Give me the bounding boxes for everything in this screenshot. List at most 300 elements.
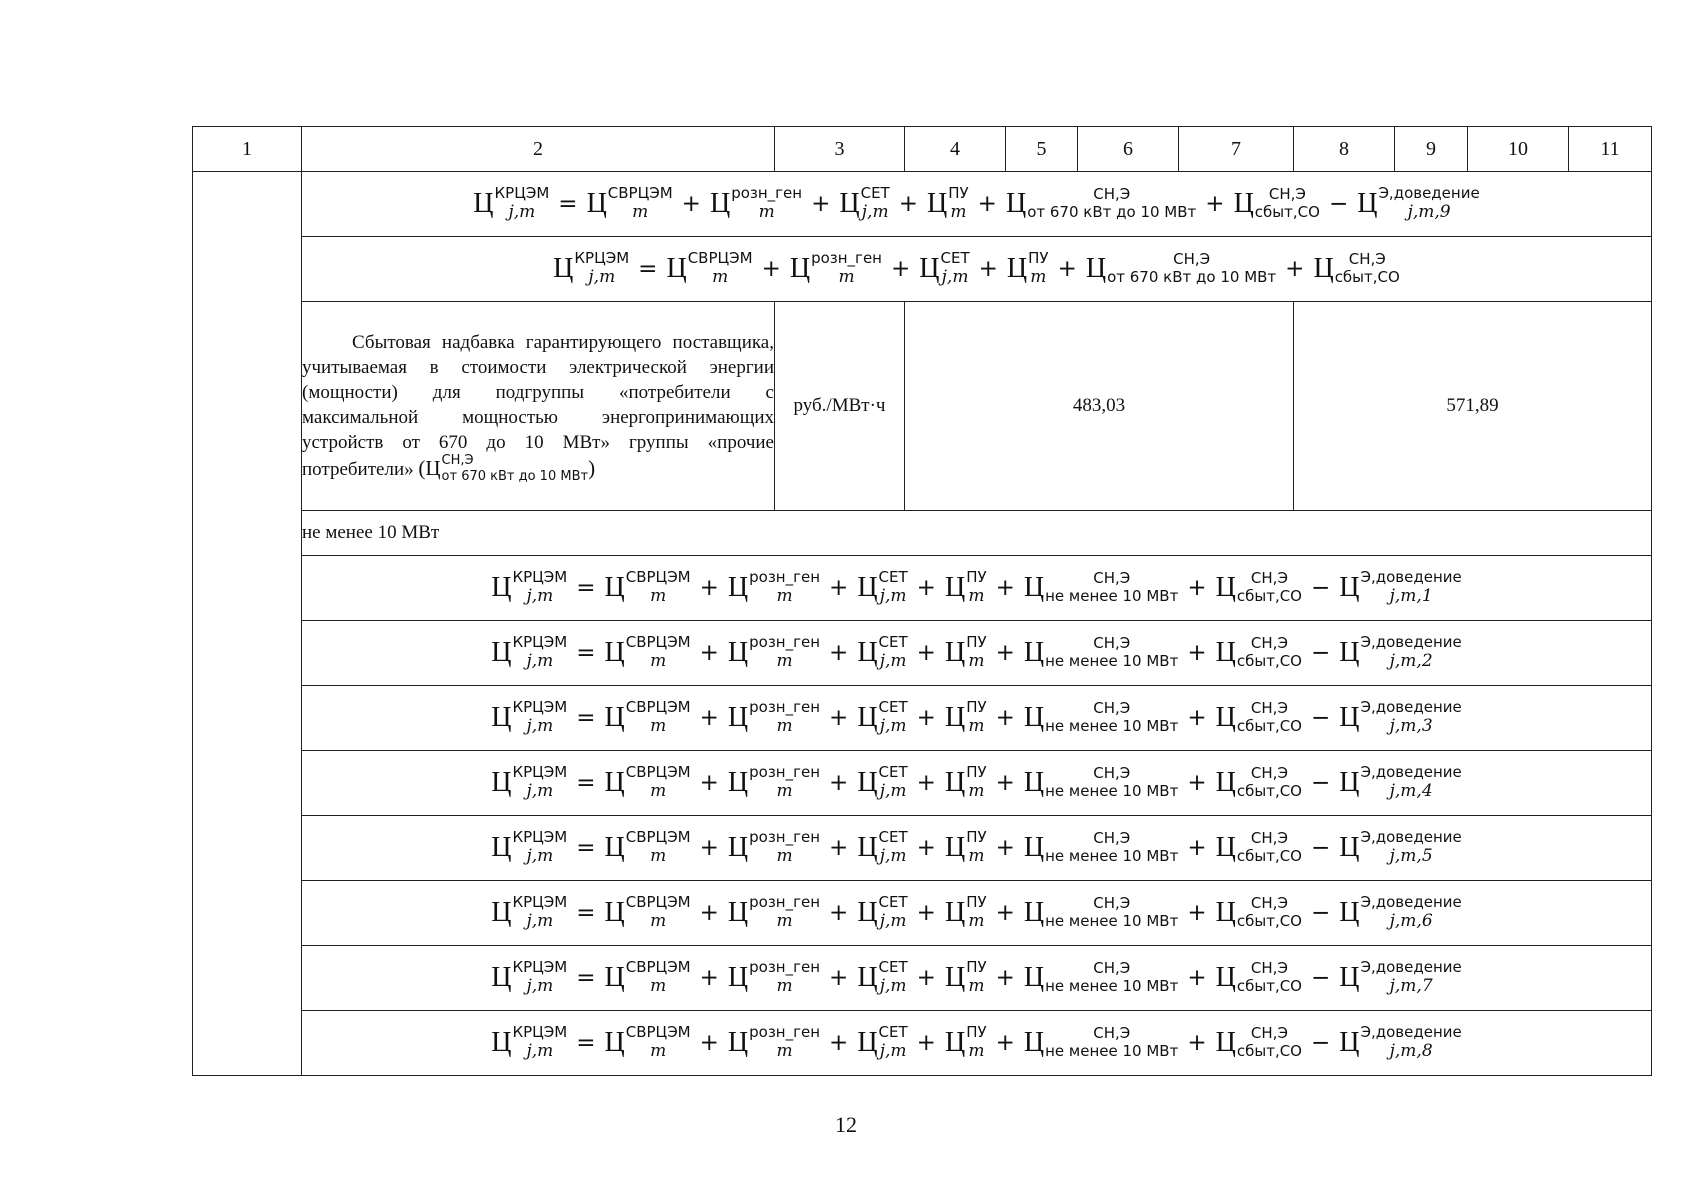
- formula-operator: +: [978, 255, 998, 282]
- formula-operator: −: [1311, 1029, 1331, 1056]
- term-subscript: m: [950, 201, 967, 222]
- term-base: Ц: [1339, 767, 1360, 798]
- term-scripts: [1360, 828, 1462, 866]
- formula-operator: +: [995, 899, 1015, 926]
- formula-term: [1023, 894, 1179, 930]
- term-superscript: ПУ: [1028, 249, 1049, 268]
- formula-term: [491, 1023, 568, 1061]
- term-base: Ц: [604, 897, 625, 928]
- term-subscript: m: [776, 845, 793, 866]
- term-base: Ц: [727, 897, 749, 928]
- term-superscript: Э,доведение: [1360, 828, 1462, 847]
- formula-term: [857, 568, 908, 606]
- term-scripts: [1027, 185, 1197, 221]
- term-scripts: [731, 184, 803, 222]
- formula-operator: +: [699, 639, 719, 666]
- formula-term: [727, 763, 821, 801]
- formula-operator: −: [1311, 769, 1331, 796]
- term-superscript: Э,доведение: [1360, 1023, 1462, 1042]
- formula-term: [727, 568, 821, 606]
- term-subscript: j,m,3: [1389, 715, 1433, 736]
- formula-operator: +: [995, 704, 1015, 731]
- term-base: Ц: [1339, 832, 1360, 863]
- formula-cell: [302, 556, 1652, 621]
- term-subscript: сбыт,СО: [1236, 912, 1302, 930]
- formula-cell: [302, 172, 1652, 237]
- term-scripts: [749, 698, 821, 736]
- formula-row: [193, 686, 1652, 751]
- formula-operator: +: [699, 704, 719, 731]
- formula-b: [491, 568, 1462, 606]
- term-scripts: [749, 568, 821, 606]
- term-base: Ц: [1023, 572, 1045, 603]
- formula-operator: +: [811, 190, 831, 217]
- term-superscript: КРЦЭМ: [512, 763, 568, 782]
- term-base: Ц: [709, 188, 731, 219]
- formula-term: [1215, 829, 1302, 865]
- term-subscript: j,m: [861, 201, 889, 222]
- term-scripts: [1236, 1024, 1302, 1060]
- formula-term: [944, 1023, 987, 1061]
- term-superscript: ПУ: [966, 568, 987, 587]
- term-subscript: сбыт,СО: [1236, 1042, 1302, 1060]
- formula-operator: +: [829, 899, 849, 926]
- term-subscript: j,m: [879, 585, 907, 606]
- header-cell: 6: [1078, 127, 1179, 172]
- term-superscript: СН,Э: [1250, 569, 1288, 588]
- term-scripts: [966, 698, 987, 736]
- formula-operator: −: [1328, 190, 1349, 217]
- formula-term: [553, 249, 630, 287]
- term-superscript: Э,доведение: [1360, 633, 1462, 652]
- formula-operator: +: [995, 834, 1015, 861]
- term-subscript: j,m: [526, 585, 554, 606]
- term-superscript: СН,Э: [1093, 699, 1131, 718]
- term-superscript: СН,Э: [1250, 699, 1288, 718]
- term-subscript: m: [968, 910, 985, 931]
- term-base: Ц: [919, 253, 940, 284]
- term-superscript: Э,доведение: [1360, 958, 1462, 977]
- formula-row: [193, 751, 1652, 816]
- term-base: Ц: [944, 702, 966, 733]
- term-subscript: m: [1030, 266, 1047, 287]
- value-cell: 483,03: [905, 302, 1294, 511]
- term-subscript: j,m,6: [1389, 910, 1433, 931]
- formula-operator: +: [829, 769, 849, 796]
- term-base: Ц: [604, 962, 625, 993]
- term-superscript: СЕТ: [878, 828, 908, 847]
- term-scripts: [878, 568, 908, 606]
- formula-operator: +: [1187, 639, 1207, 666]
- term-subscript: j,m: [526, 975, 554, 996]
- term-subscript: m: [776, 650, 793, 671]
- formula-term: [857, 1023, 908, 1061]
- formula-cell: [302, 881, 1652, 946]
- term-superscript: СН,Э: [1093, 634, 1131, 653]
- term-subscript: не менее 10 МВт: [1045, 1042, 1179, 1060]
- term-scripts: [1028, 249, 1049, 287]
- formula-a: [473, 184, 1480, 222]
- term-base: Ц: [1023, 962, 1045, 993]
- term-base: Ц: [1233, 188, 1254, 219]
- term-base: Ц: [1023, 832, 1045, 863]
- term-superscript: СЕТ: [878, 893, 908, 912]
- term-subscript: j,m: [879, 975, 907, 996]
- term-subscript: j,m,4: [1389, 780, 1433, 801]
- formula-term: [1215, 699, 1302, 735]
- formula-term: [1339, 633, 1462, 671]
- term-scripts: [878, 633, 908, 671]
- term-subscript: не менее 10 МВт: [1045, 717, 1179, 735]
- term-superscript: розн_ген: [749, 893, 821, 912]
- term-scripts: [1360, 763, 1462, 801]
- term-base: Ц: [1215, 767, 1236, 798]
- term-base: Ц: [1215, 897, 1236, 928]
- formula-operator: +: [890, 255, 911, 282]
- term-subscript: сбыт,СО: [1236, 782, 1302, 800]
- term-base: Ц: [604, 767, 625, 798]
- term-superscript: розн_ген: [811, 249, 882, 268]
- term-subscript: j,m,1: [1389, 585, 1433, 606]
- term-subscript: m: [968, 1040, 985, 1061]
- term-superscript: СН,Э: [1093, 1024, 1131, 1043]
- term-superscript: СВРЦЭМ: [625, 958, 691, 977]
- formula-term: [857, 893, 908, 931]
- term-superscript: СЕТ: [860, 184, 890, 203]
- term-superscript: КРЦЭМ: [512, 958, 568, 977]
- formula-operator: +: [699, 574, 719, 601]
- formula-cell: [302, 237, 1652, 302]
- term-scripts: [966, 568, 987, 606]
- formula-operator: +: [1187, 574, 1207, 601]
- term-base: Ц: [857, 962, 878, 993]
- formula-term: [1023, 829, 1179, 865]
- term-scripts: [948, 184, 969, 222]
- formula-operator: +: [995, 1029, 1015, 1056]
- term-base: Ц: [491, 637, 512, 668]
- term-base: Ц: [1023, 897, 1045, 928]
- term-subscript: j,m: [508, 201, 536, 222]
- formula-term: [604, 958, 691, 996]
- term-base: Ц: [1339, 702, 1360, 733]
- formula-term: [709, 184, 803, 222]
- term-base: Ц: [604, 832, 625, 863]
- formula-operator: −: [1311, 639, 1331, 666]
- term-base: Ц: [944, 767, 966, 798]
- term-superscript: СН,Э: [1093, 764, 1131, 783]
- formula-term: [1339, 893, 1462, 931]
- term-base: Ц: [1023, 702, 1045, 733]
- term-scripts: [749, 828, 821, 866]
- term-scripts: [1045, 959, 1179, 995]
- term-scripts: [1045, 894, 1179, 930]
- formula-operator: =: [638, 255, 658, 282]
- formula-operator: +: [829, 574, 849, 601]
- term-subscript: не менее 10 МВт: [1045, 847, 1179, 865]
- term-scripts: [625, 893, 691, 931]
- term-scripts: [512, 698, 568, 736]
- formula-operator: −: [1311, 574, 1331, 601]
- formula-term: [727, 893, 821, 931]
- term-superscript: СН,Э: [1093, 959, 1131, 978]
- formula-term: [919, 249, 970, 287]
- term-superscript: розн_ген: [749, 698, 821, 717]
- formula-operator: +: [1187, 964, 1207, 991]
- term-base: Ц: [473, 188, 494, 219]
- formula-term: [1339, 763, 1462, 801]
- formula-term: [491, 828, 568, 866]
- term-superscript: КРЦЭМ: [512, 633, 568, 652]
- description-cell: [302, 302, 775, 511]
- term-subscript: m: [968, 585, 985, 606]
- term-base: Ц: [1339, 572, 1360, 603]
- term-superscript: розн_ген: [749, 633, 821, 652]
- term-scripts: [625, 828, 691, 866]
- term-subscript: не менее 10 МВт: [1045, 912, 1179, 930]
- formula-term: [491, 763, 568, 801]
- formula-cell: [302, 1011, 1652, 1076]
- formula-operator: −: [1311, 834, 1331, 861]
- page-number: 12: [835, 1112, 857, 1137]
- term-scripts: [625, 958, 691, 996]
- header-row: [193, 127, 1652, 172]
- term-subscript: j,m: [526, 650, 554, 671]
- term-superscript: СВРЦЭМ: [625, 1023, 691, 1042]
- description-symbol: ( Ц СН,Э от 670 кВт до 10 МВт ): [418, 452, 596, 484]
- term-subscript: сбыт,СО: [1236, 847, 1302, 865]
- formula-term: [1215, 1024, 1302, 1060]
- term-subscript: j,m: [879, 715, 907, 736]
- term-base: Ц: [1339, 962, 1360, 993]
- term-scripts: [940, 249, 970, 287]
- header-cell: 2: [302, 127, 775, 172]
- column-1-cell: [193, 172, 302, 1076]
- term-superscript: СН,Э: [1093, 829, 1131, 848]
- formula-term: [857, 698, 908, 736]
- formula-term: [1215, 634, 1302, 670]
- term-superscript: КРЦЭМ: [512, 893, 568, 912]
- term-subscript: сбыт,СО: [1236, 652, 1302, 670]
- term-superscript: СЕТ: [878, 958, 908, 977]
- term-subscript: m: [968, 845, 985, 866]
- term-subscript: сбыт,СО: [1334, 268, 1400, 286]
- term-superscript: ПУ: [966, 633, 987, 652]
- term-subscript: от 670 кВт до 10 МВт: [1027, 203, 1197, 221]
- formula-term: [604, 763, 691, 801]
- term-superscript: ПУ: [948, 184, 969, 203]
- formula-term: [491, 633, 568, 671]
- formula-b: [491, 828, 1462, 866]
- term-superscript: ПУ: [966, 1023, 987, 1042]
- term-subscript: m: [650, 1040, 667, 1061]
- term-base: Ц: [1023, 637, 1045, 668]
- term-scripts: [512, 1023, 568, 1061]
- formula-term: [727, 828, 821, 866]
- term-subscript: m: [776, 975, 793, 996]
- description-text: Сбытовая надбавка гарантирующего поставщика, учитываемая в стоимости электрической энергии (мощности) для подгруппы «потребители с максимальной мощностью энергопринимающих устройств от 670 до 10 МВт» группы «прочие потребители»: [302, 331, 774, 480]
- term-superscript: КРЦЭМ: [512, 1023, 568, 1042]
- term-scripts: [1236, 829, 1302, 865]
- term-scripts: [749, 1023, 821, 1061]
- formula-row: [193, 237, 1652, 302]
- term-base: Ц: [857, 572, 878, 603]
- formula-cell: [302, 816, 1652, 881]
- term-scripts: [1045, 699, 1179, 735]
- formula-term: [944, 893, 987, 931]
- term-scripts: [1236, 569, 1302, 605]
- term-subscript: не менее 10 МВт: [1045, 977, 1179, 995]
- term-subscript: j,m: [526, 1040, 554, 1061]
- term-superscript: КРЦЭМ: [512, 828, 568, 847]
- term-superscript: Э,доведение: [1360, 893, 1462, 912]
- formula-term: [857, 763, 908, 801]
- term-subscript: не менее 10 МВт: [1045, 587, 1179, 605]
- term-base: Ц: [1215, 572, 1236, 603]
- formula-term: [586, 184, 673, 222]
- term-scripts: [625, 633, 691, 671]
- term-scripts: [1236, 894, 1302, 930]
- term-subscript: сбыт,СО: [1254, 203, 1320, 221]
- term-scripts: [1360, 958, 1462, 996]
- formula-term: [944, 568, 987, 606]
- formula-term: [944, 958, 987, 996]
- term-base: Ц: [604, 572, 625, 603]
- term-superscript: Э,доведение: [1378, 184, 1480, 203]
- term-base: Ц: [666, 253, 687, 284]
- formula-operator: =: [558, 190, 578, 217]
- formula-term: [604, 568, 691, 606]
- formula-term: [727, 633, 821, 671]
- term-superscript: СН,Э: [1250, 894, 1288, 913]
- term-subscript: m: [776, 585, 793, 606]
- formula-term: [1006, 249, 1049, 287]
- formula-row: [193, 816, 1652, 881]
- term-superscript: СН,Э: [1250, 634, 1288, 653]
- formula-operator: +: [916, 639, 936, 666]
- formula-operator: −: [1311, 964, 1331, 991]
- term-base: Ц: [727, 1027, 749, 1058]
- formula-b: [491, 763, 1462, 801]
- term-scripts: [1236, 959, 1302, 995]
- formula-operator: +: [1187, 704, 1207, 731]
- term-subscript: m: [968, 975, 985, 996]
- formula-term: [491, 893, 568, 931]
- term-scripts: [749, 633, 821, 671]
- term-base: Ц: [1215, 702, 1236, 733]
- formula-term: [1023, 959, 1179, 995]
- formula-term: [727, 958, 821, 996]
- term-base: Ц: [944, 897, 966, 928]
- term-superscript: СН,Э: [1268, 185, 1306, 204]
- formula-operator: +: [995, 964, 1015, 991]
- term-superscript: ПУ: [966, 958, 987, 977]
- term-scripts: [749, 893, 821, 931]
- term-superscript: СВРЦЭМ: [625, 698, 691, 717]
- term-subscript: сбыт,СО: [1236, 977, 1302, 995]
- term-superscript: СВРЦЭМ: [625, 828, 691, 847]
- term-scripts: [749, 763, 821, 801]
- formula-operator: +: [1187, 1029, 1207, 1056]
- term-superscript: СЕТ: [878, 698, 908, 717]
- term-base: Ц: [1085, 253, 1107, 284]
- tariff-table: [192, 126, 1652, 1076]
- term-base: Ц: [727, 702, 749, 733]
- header-cell: 4: [905, 127, 1006, 172]
- term-base: Ц: [727, 832, 749, 863]
- formula-term: [1215, 894, 1302, 930]
- formula-operator: +: [699, 769, 719, 796]
- formula-row: [193, 1011, 1652, 1076]
- term-scripts: [512, 893, 568, 931]
- term-scripts: [1045, 569, 1179, 605]
- formula-term: [1023, 569, 1179, 605]
- header-cell: 1: [193, 127, 302, 172]
- term-scripts: [749, 958, 821, 996]
- term-superscript: ПУ: [966, 828, 987, 847]
- term-base: Ц: [944, 572, 966, 603]
- term-base: Ц: [491, 832, 512, 863]
- term-base: Ц: [586, 188, 607, 219]
- term-subscript: j,m: [879, 780, 907, 801]
- formula-row: [193, 621, 1652, 686]
- formula-term: [944, 633, 987, 671]
- term-superscript: СВРЦЭМ: [625, 568, 691, 587]
- term-superscript: СЕТ: [878, 633, 908, 652]
- formula-term: [666, 249, 753, 287]
- term-base: Ц: [1313, 253, 1334, 284]
- formula-operator: +: [699, 1029, 719, 1056]
- formula-operator: =: [576, 574, 596, 601]
- term-scripts: [1045, 634, 1179, 670]
- formula-term: [927, 184, 969, 222]
- term-scripts: [1360, 633, 1462, 671]
- term-subscript: m: [650, 780, 667, 801]
- term-superscript: СЕТ: [940, 249, 970, 268]
- term-scripts: [574, 249, 630, 287]
- formula-term: [1023, 699, 1179, 735]
- term-scripts: [512, 763, 568, 801]
- formula-operator: +: [681, 190, 701, 217]
- formula-term: [1339, 1023, 1462, 1061]
- formula-operator: =: [576, 964, 596, 991]
- term-superscript: КРЦЭМ: [512, 698, 568, 717]
- formula-b: [491, 698, 1462, 736]
- term-scripts: [1236, 764, 1302, 800]
- term-scripts: [1360, 1023, 1462, 1061]
- formula-operator: +: [995, 639, 1015, 666]
- term-base: Ц: [857, 767, 878, 798]
- term-scripts: [1360, 698, 1462, 736]
- term-scripts: [625, 568, 691, 606]
- formula-term: [1215, 569, 1302, 605]
- term-scripts: [625, 763, 691, 801]
- formula-term: [1357, 184, 1480, 222]
- header-cell: 8: [1294, 127, 1395, 172]
- term-scripts: [878, 763, 908, 801]
- formula-term: [491, 958, 568, 996]
- term-superscript: Э,доведение: [1360, 568, 1462, 587]
- formula-operator: +: [916, 574, 936, 601]
- term-scripts: [494, 184, 550, 222]
- term-base: Ц: [1339, 637, 1360, 668]
- term-base: Ц: [553, 253, 574, 284]
- term-scripts: [1107, 250, 1277, 286]
- term-subscript: m: [776, 1040, 793, 1061]
- term-scripts: [966, 1023, 987, 1061]
- term-superscript: СЕТ: [878, 1023, 908, 1042]
- term-subscript: m: [968, 780, 985, 801]
- formula-term: [839, 184, 890, 222]
